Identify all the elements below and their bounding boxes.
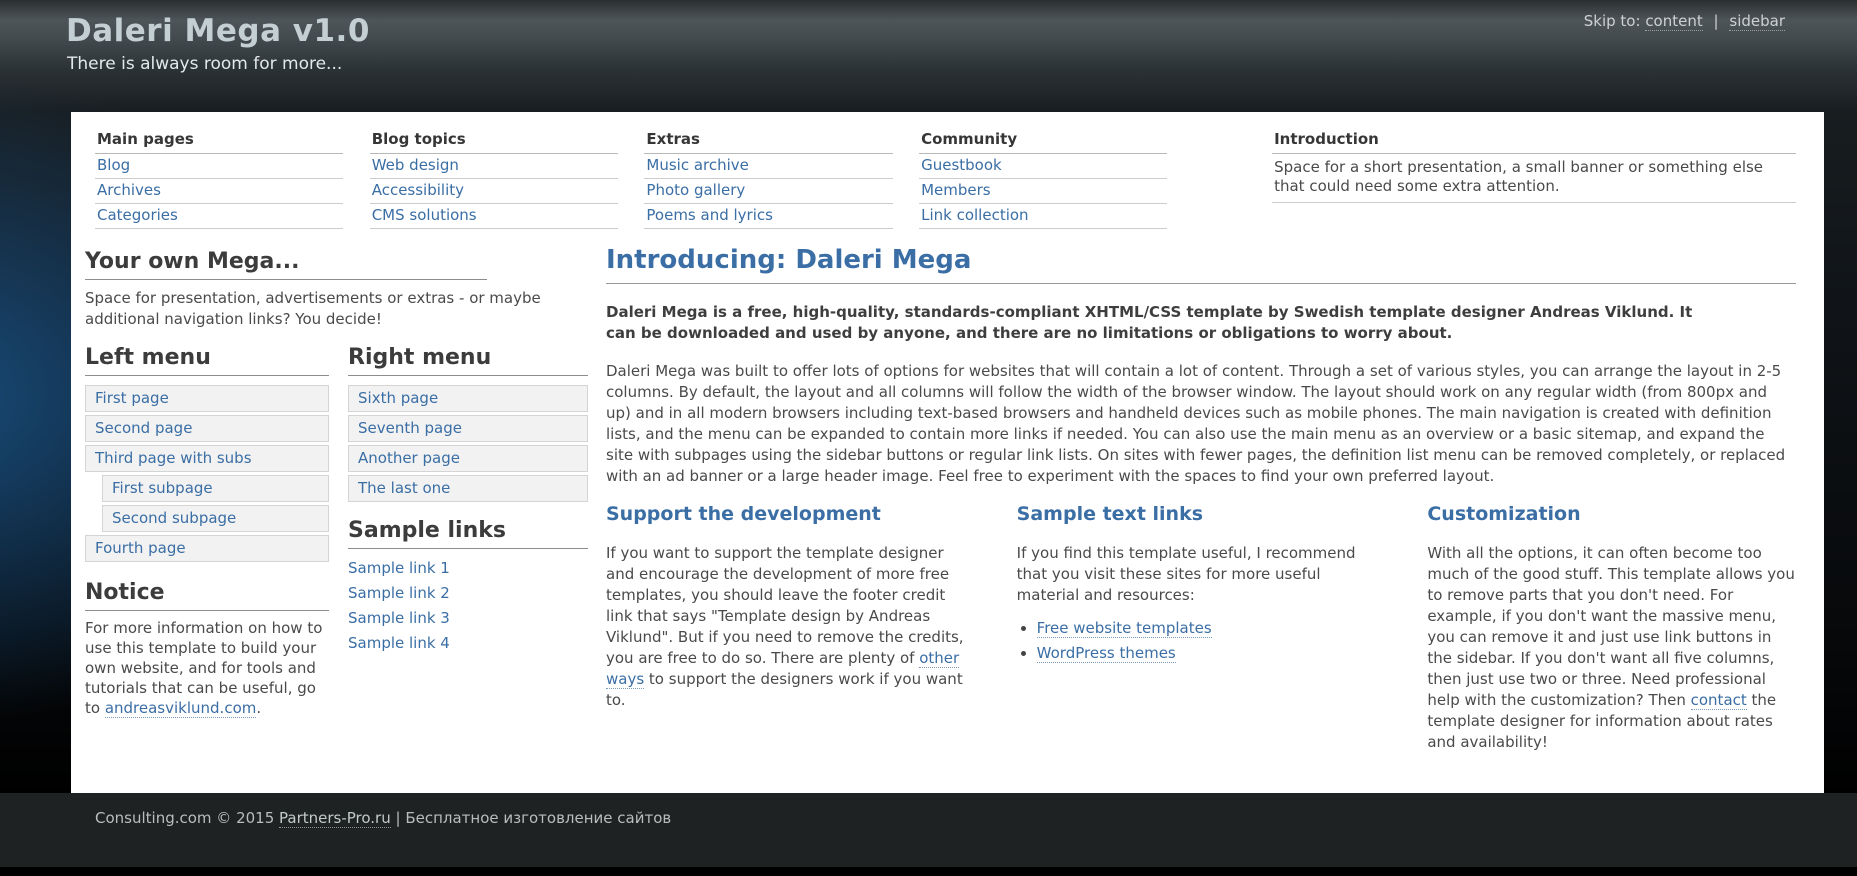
menu-column-title: Blog topics [370,128,618,154]
sidebar-button-sixth-page[interactable]: Sixth page [348,385,588,412]
sidebar-button-fourth-page[interactable]: Fourth page [85,535,329,562]
sample-link-3[interactable]: Sample link 3 [348,609,450,628]
sidebar-button-second-subpage[interactable]: Second subpage [102,505,329,532]
free-website-templates-link[interactable]: Free website templates [1036,619,1212,637]
menu-column-title: Introduction [1272,128,1796,154]
left-menu-buttons [85,385,329,562]
menu-column-blog-topics [370,128,618,229]
sidebar-button-the-last-one[interactable]: The last one [348,475,588,502]
notice-text-before: For more information on how to use this template to build your own website, and for tools and tutorials that can be useful, go to [85,619,323,718]
menu-column-title: Main pages [95,128,343,154]
top-menu [95,112,1796,229]
skip-to-content-link[interactable]: content [1645,12,1703,30]
skip-separator: | [1713,12,1719,30]
column-text [606,543,975,711]
body-paragraph: Daleri Mega was built to offer lots of options for websites that will contain a lot of content. Through a set of various styles, you can arrange the layout in 2-5 columns. By default, the layout and all columns will follow the width of the browser window. The layout should work on any regular width (from 800px and up) and in all modern browsers including text-based browsers and handheld devices such as mobile phones. The main navigation is created with definition lists, and the menu can be expanded to contain more links if needed. You can also use the main menu as an overview or a basic sitemap, and expand the site with subpages using the sidebar buttons or regular link lists. On sites with fewer pages, the definition list menu can be removed completely, or replaced with an ad banner or a large header image. Feel free to experiment with the spaces to find your own preferred layout. [606,362,1786,485]
sidebar [85,229,588,719]
sidebar-button-seventh-page[interactable]: Seventh page [348,415,588,442]
page-title: Introducing: Daleri Mega [606,245,1796,284]
menu-link-music-archive[interactable]: Music archive [644,154,892,179]
menu-column-main-pages [95,128,343,229]
menu-link-categories[interactable]: Categories [95,204,343,229]
left-menu-heading: Left menu [85,347,329,376]
andreasviklund-link[interactable]: andreasviklund.com [104,699,257,718]
sidebar-button-first-page[interactable]: First page [85,385,329,412]
sidebar-left-column [85,329,329,719]
page-header [0,0,1857,112]
sidebar-button-first-subpage[interactable]: First subpage [102,475,329,502]
support-text-before: If you want to support the template designer and encourage the development of more free templates, you should leave the footer credit link that says "Template design by Andreas Viklund". But if you need to remove the credits, you are free to do so. There are plenty of [606,544,964,667]
main-row [85,229,1796,753]
notice-text-after: . [256,699,262,718]
site-title: Daleri Mega v1.0 [66,13,370,49]
customization-text-before: With all the options, it can often become too much of the good stuff. This template allows you to remove parts that you don't need. For example, if you don't want the massive menu, you can remove it and just use link buttons in the sidebar. If you don't want all five columns, then just use two or three. Need professional help with the customization? Then [1427,544,1795,709]
content-columns [606,503,1796,753]
column-heading: Support the development [606,503,881,525]
menu-link-link-collection[interactable]: Link collection [919,204,1167,229]
sample-link-1[interactable]: Sample link 1 [348,559,450,578]
footer-text-after: | Бесплатное изготовление сайтов [390,809,672,827]
contact-link[interactable]: contact [1690,691,1747,709]
menu-column-extras [644,128,892,229]
other-ways-link[interactable]: other ways [606,649,960,688]
sample-links-heading: Sample links [348,520,588,549]
menu-column-community [919,128,1167,229]
sample-links-list [348,556,588,656]
menu-column-title: Community [919,128,1167,154]
sidebar-promo-heading: Your own Mega... [85,251,487,280]
menu-link-accessibility[interactable]: Accessibility [370,179,618,204]
column-text [1427,543,1796,753]
partners-pro-link[interactable]: Partners-Pro.ru [279,809,391,827]
sample-link-4[interactable]: Sample link 4 [348,634,450,653]
column-heading: Sample text links [1016,503,1204,525]
wordpress-themes-link[interactable]: WordPress themes [1036,644,1176,662]
support-text-after: to support the designers work if you want to. [606,670,963,709]
sidebar-button-second-page[interactable]: Second page [85,415,329,442]
menu-link-cms-solutions[interactable]: CMS solutions [370,204,618,229]
menu-link-photo-gallery[interactable]: Photo gallery [644,179,892,204]
column-heading: Customization [1427,503,1581,525]
sidebar-promo-text: Space for presentation, advertisements or extras - or maybe additional navigation links? You decide! [85,289,541,328]
list-item [1037,619,1386,637]
column-customization [1427,503,1796,753]
site-tagline: There is always room for more... [67,54,343,74]
skip-to-sidebar-link[interactable]: sidebar [1729,12,1785,30]
menu-column-introduction [1272,128,1796,229]
menu-column-title: Extras [644,128,892,154]
menu-link-web-design[interactable]: Web design [370,154,618,179]
main-content [606,229,1796,753]
right-menu-heading: Right menu [348,347,588,376]
notice-heading: Notice [85,582,329,611]
skip-label: Skip to: [1583,12,1641,30]
column-text: If you find this template useful, I recommend that you visit these sites for more useful material and resources: [1016,544,1356,604]
menu-link-guestbook[interactable]: Guestbook [919,154,1167,179]
sidebar-right-column [348,329,588,719]
menu-link-members[interactable]: Members [919,179,1167,204]
sidebar-button-third-page[interactable]: Third page with subs [85,445,329,472]
list-item [1037,644,1386,662]
menu-link-blog[interactable]: Blog [95,154,343,179]
menu-link-archives[interactable]: Archives [95,179,343,204]
sample-link-2[interactable]: Sample link 2 [348,584,450,603]
lead-paragraph: Daleri Mega is a free, high-quality, standards-compliant XHTML/CSS template by Swedish template designer Andreas Viklund. It can be downloaded and used by anyone, and there are no limitations or obligations to worry about. [606,303,1693,342]
skip-links [1584,12,1785,30]
page-footer [0,793,1857,867]
menu-link-poems-and-lyrics[interactable]: Poems and lyrics [644,204,892,229]
right-menu-buttons [348,385,588,502]
sidebar-columns [85,329,588,719]
resource-links-list [1017,619,1386,662]
column-sample-text-links [1017,503,1386,753]
column-support-the-development [606,503,975,753]
notice-text [85,619,329,719]
content-box [71,112,1824,793]
customization-text-after: the template designer for information about rates and availability! [1427,691,1777,751]
sidebar-button-another-page[interactable]: Another page [348,445,588,472]
introduction-text: Space for a short presentation, a small banner or something else that could need some extra attention. [1272,154,1796,203]
footer-text-before: Consulting.com © 2015 [95,809,280,827]
